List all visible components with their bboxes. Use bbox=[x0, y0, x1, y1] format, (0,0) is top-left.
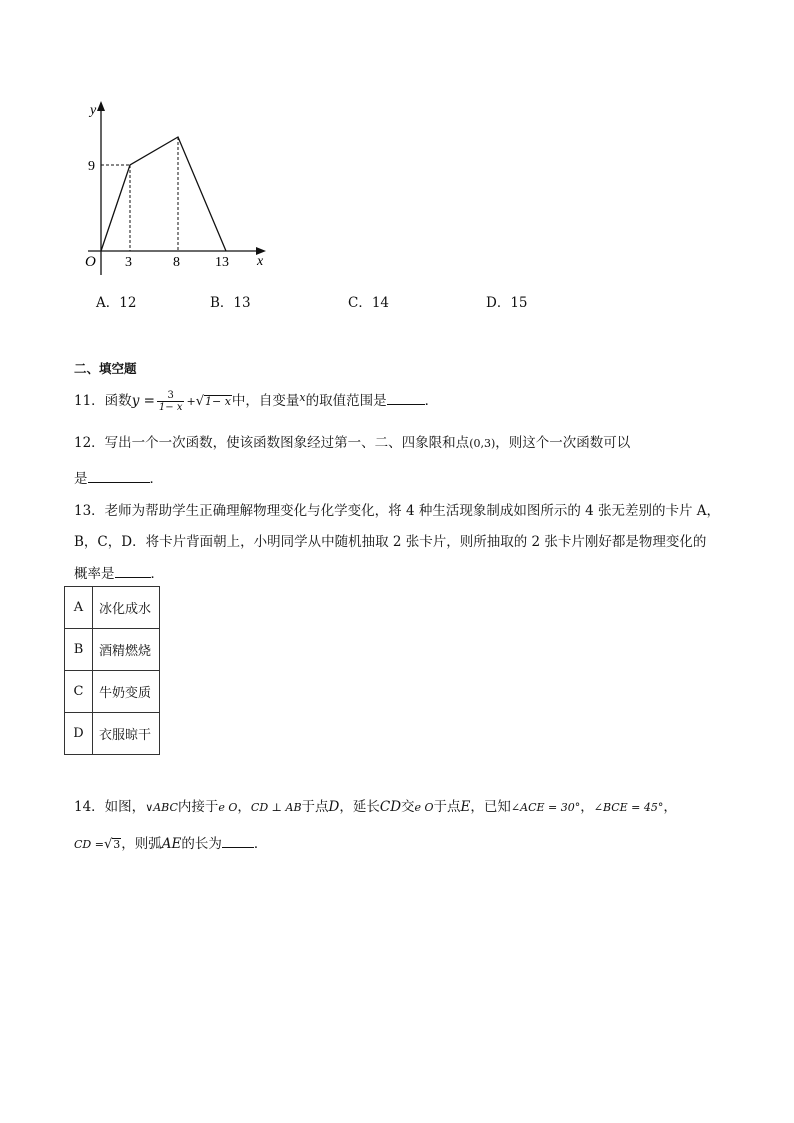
section-title: 二、填空题 bbox=[74, 361, 137, 376]
x-tick-label-3: 3 bbox=[125, 255, 132, 270]
question-13-line1: 13．老师为帮助学生正确理解物理变化与化学变化，将 4 种生活现象制成如图所示的 4 张无差别的卡片 A， bbox=[74, 503, 721, 519]
table-row bbox=[65, 587, 160, 629]
question-13-line2: B，C，D．将卡片背面朝上，小明同学从中随机抽取 2 张卡片，则所抽取的 2 张卡片刚好都是物理变化的 bbox=[74, 534, 707, 550]
card-key: B bbox=[65, 629, 93, 671]
answer-blank-14[interactable] bbox=[222, 835, 254, 848]
x-tick-label-8: 8 bbox=[173, 255, 180, 270]
card-text: 衣服晾干 bbox=[93, 713, 160, 755]
question-12-line2: 是 ． bbox=[74, 471, 163, 487]
y-tick-label: 9 bbox=[88, 159, 95, 174]
x-tick-label-13: 13 bbox=[215, 255, 229, 270]
card-text: 牛奶变质 bbox=[93, 671, 160, 713]
function-graph bbox=[70, 95, 280, 275]
y-axis-label: y bbox=[90, 103, 97, 118]
question-13-line3: 概率是 ． bbox=[74, 566, 164, 582]
card-text: 冰化成水 bbox=[93, 587, 160, 629]
table-row bbox=[65, 713, 160, 755]
question-12-line1: 12．写出一个一次函数，使该函数图象经过第一、二、四象限和点(0,3)，则这个一次函数可以 bbox=[74, 435, 631, 451]
cards-table bbox=[64, 586, 160, 755]
q10-option-b[interactable]: B．13 bbox=[210, 295, 251, 311]
card-text: 酒精燃烧 bbox=[93, 629, 160, 671]
origin-label: O bbox=[85, 254, 96, 270]
x-axis-label: x bbox=[257, 254, 264, 269]
question-14-line2: CD =√3，则弧AE的长为 ． bbox=[74, 836, 268, 852]
answer-blank-12[interactable] bbox=[88, 470, 150, 483]
function-line bbox=[101, 137, 226, 251]
card-key: C bbox=[65, 671, 93, 713]
y-axis-arrow bbox=[97, 101, 105, 111]
question-11: 11．函数y = $\frac{3}{1- x}$ +√1− x中，自变量$^x$的取值范围是 ． bbox=[74, 390, 439, 413]
table-row bbox=[65, 671, 160, 713]
answer-blank-11[interactable] bbox=[387, 392, 425, 405]
table-row bbox=[65, 629, 160, 671]
card-key: A bbox=[65, 587, 93, 629]
sqrt-sign: √ bbox=[195, 394, 204, 409]
question-14-line1: 14．如图，∨ABC内接于e O，CD ⊥ AB于点D，延长CD交e O于点E，已知∠ACE = 30°，∠BCE = 45°， bbox=[74, 799, 677, 815]
q10-option-d[interactable]: D．15 bbox=[486, 295, 528, 311]
card-key: D bbox=[65, 713, 93, 755]
q10-option-a[interactable]: A．12 bbox=[96, 295, 137, 311]
sqrt-sign: √ bbox=[103, 837, 113, 852]
fraction: $\frac{3}{1- x}$ bbox=[158, 390, 183, 413]
q10-option-c[interactable]: C．14 bbox=[348, 295, 390, 311]
answer-blank-13[interactable] bbox=[115, 565, 151, 578]
